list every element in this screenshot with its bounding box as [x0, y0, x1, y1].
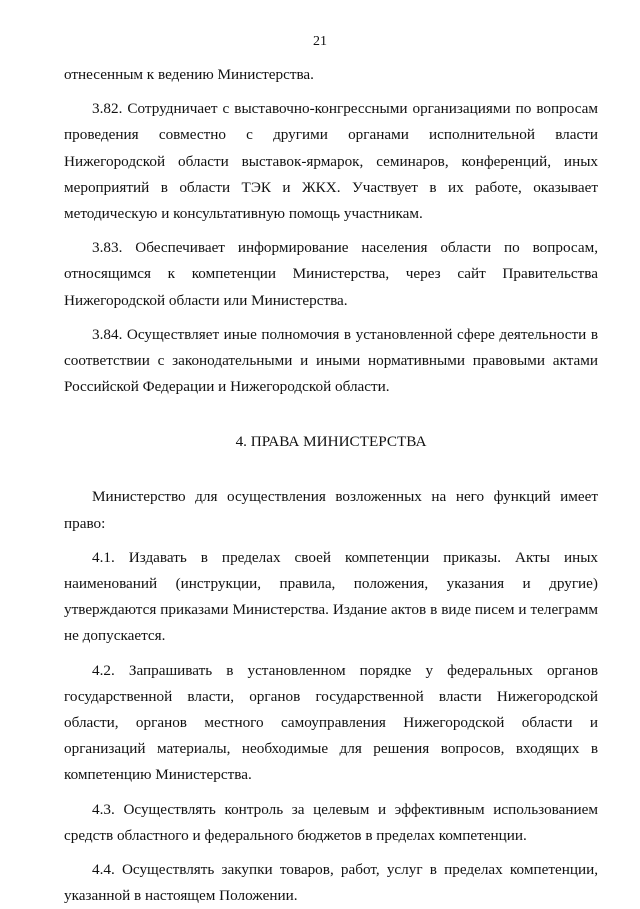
- paragraph-3-83: 3.83. Обеспечивает информирование населения области по вопросам, относящимся к компетенции Министерства, через сайт Правительства Нижегородской области или Министерства.: [64, 239, 598, 309]
- paragraph-3-84: 3.84. Осуществляет иные полномочия в установленной сфере деятельности в соответствии с законодательными и иными нормативными правовыми актами Российской Федерации и Нижегородской области.: [64, 325, 598, 396]
- paragraph-continuation: отнесенным к ведению Министерства.: [64, 66, 314, 83]
- paragraph-4-2: 4.2. Запрашивать в установленном порядке у федеральных органов государственной власти, органов государственной власти Нижегородской области, органов местного самоуправления Нижегородской области и организаций материалы, необходимые для решения вопросов, входящих в компетенцию Министерства.: [64, 661, 598, 784]
- paragraph-4-3: 4.3. Осуществлять контроль за целевым и эффективным использованием средств областного и федерального бюджетов в пределах компетенции.: [64, 800, 598, 844]
- document-body: [64, 62, 598, 909]
- section-heading: 4. ПРАВА МИНИСТЕРСТВА: [235, 433, 427, 451]
- paragraph-4-4: 4.4. Осуществлять закупки товаров, работ, услуг в пределах компетенции, указанной в настоящем Положении.: [64, 861, 598, 905]
- paragraph-rights-intro: Министерство для осуществления возложенных на него функций имеет право:: [64, 488, 598, 532]
- paragraph-4-1: 4.1. Издавать в пределах своей компетенции приказы. Акты иных наименований (инструкции, правила, положения, указания и другие) утверждаются приказами Министерства. Издание актов в виде писем и телеграмм не допускается.: [64, 548, 598, 645]
- paragraph-3-82: 3.82. Сотрудничает с выставочно-конгрессными организациями по вопросам проведения совместно с другими органами исполнительной власти Нижегородской области выставок-ярмарок, семинаров, конференций, иных мероприятий в области ТЭК и ЖКХ. Участвует в их работе, оказывает методическую и консультативную помощь участникам.: [64, 100, 598, 223]
- page-number: 21: [313, 34, 327, 49]
